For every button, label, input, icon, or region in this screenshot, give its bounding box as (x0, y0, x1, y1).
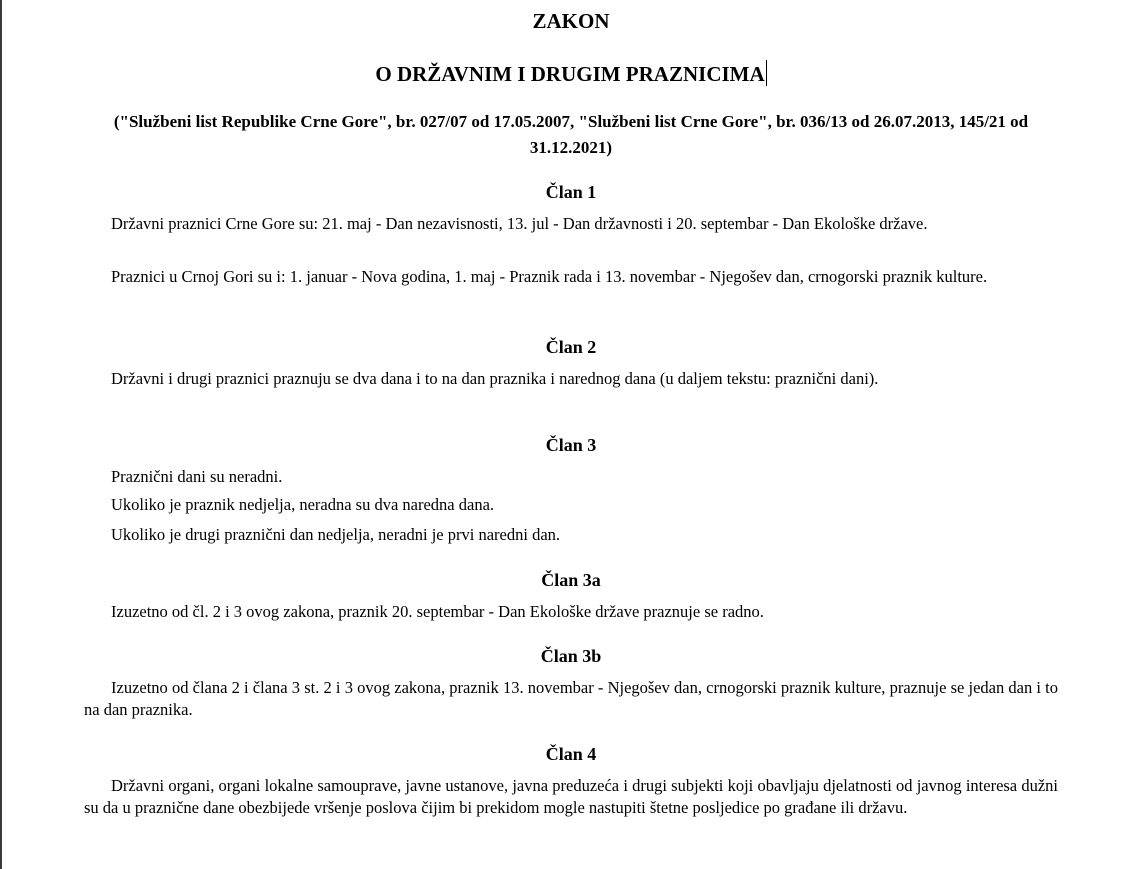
law-title: ZAKON (532, 9, 610, 33)
page-left-border (0, 0, 2, 869)
article-paragraph: Državni organi, organi lokalne samouprave, javne ustanove, javna preduzeća i drugi subjekti koji obavljaju djelatnosti od javnog interesa dužni su da u praznične dane obezbijede vršenje poslova čijim bi prekidom mogle nastupiti štetne posljedice po građane ili državu. (84, 776, 1058, 817)
article-paragraph: Ukoliko je drugi praznični dan nedjelja, neradni je prvi naredni dan. (111, 525, 561, 544)
article-heading: Član 1 (545, 182, 597, 202)
law-subtitle[interactable] (84, 60, 1058, 87)
article-paragraph: Praznici u Crnoj Gori su i: 1. januar - Nova godina, 1. maj - Praznik rada i 13. novembar - Njegošev dan, crnogorski praznik kulture. (111, 267, 988, 286)
text-cursor (766, 60, 767, 86)
article-paragraph: Ukoliko je praznik nedjelja, neradna su dva naredna dana. (111, 495, 495, 514)
article-heading: Član 3a (541, 570, 601, 590)
article-heading: Član 4 (545, 744, 597, 764)
article-paragraph: Izuzetno od čl. 2 i 3 ovog zakona, praznik 20. septembar - Dan Ekološke države praznuje se radno. (111, 602, 764, 621)
article-paragraph: Državni i drugi praznici praznuju se dva dana i to na dan praznika i narednog dana (u daljem tekstu: praznični dani). (111, 369, 879, 388)
article-heading: Član 3 (545, 435, 597, 455)
document-page (84, 0, 1058, 869)
article-paragraph: Državni praznici Crne Gore su: 21. maj - Dan nezavisnosti, 13. jul - Dan državnosti i 20. septembar - Dan Ekološke države. (111, 214, 928, 233)
article-heading: Član 3b (540, 646, 602, 666)
article-paragraph: Izuzetno od člana 2 i člana 3 st. 2 i 3 ovog zakona, praznik 13. novembar - Njegošev dan, crnogorski praznik kulture, praznuje se jedan dan i to na dan praznika. (84, 678, 1058, 719)
article-heading: Član 2 (545, 337, 597, 357)
law-subtitle-text: O DRŽAVNIM I DRUGIM PRAZNICIMA (375, 62, 765, 86)
article-paragraph: Praznični dani su neradni. (111, 467, 283, 486)
gazette-reference: ("Službeni list Republike Crne Gore", br. 027/07 od 17.05.2007, "Službeni list Crne Gore", br. 036/13 od 26.07.2013, 145/21 od 31.12.2021) (113, 112, 1029, 157)
